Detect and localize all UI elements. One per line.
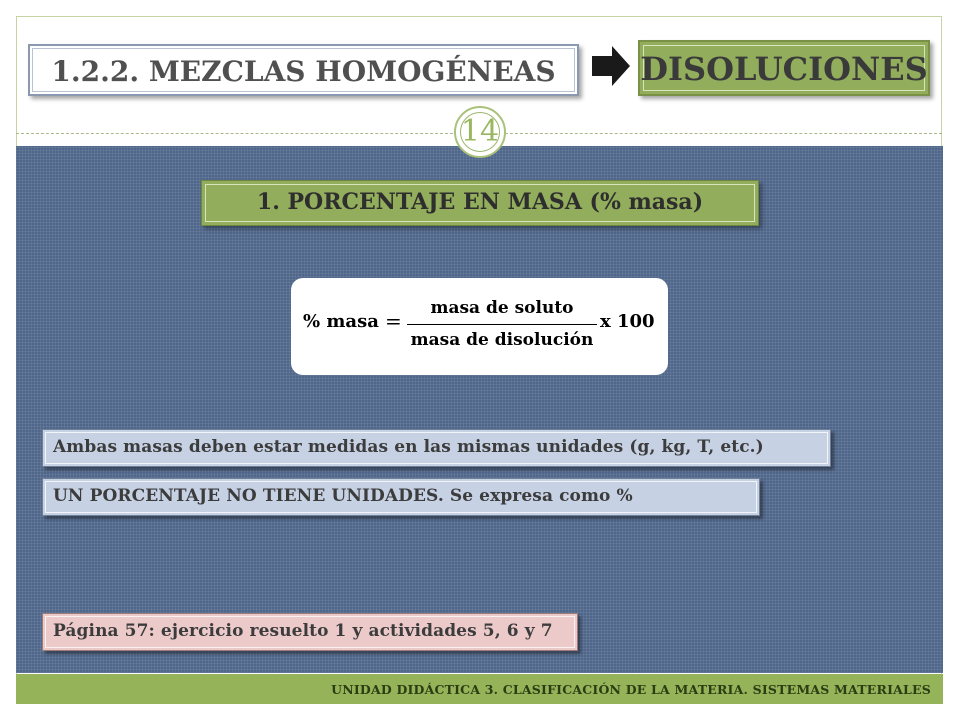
disoluciones-label: DISOLUCIONES — [640, 50, 928, 88]
formula-denominator: masa de disolución — [410, 330, 594, 350]
exercise-note-text: Página 57: ejercicio resuelto 1 y actividades 5, 6 y 7 — [53, 621, 553, 641]
title-box — [28, 44, 579, 96]
units-note — [42, 429, 831, 467]
percent-note-text: UN PORCENTAJE NO TIENE UNIDADES. Se expresa como % — [53, 486, 633, 506]
formula-equals: = — [385, 309, 402, 333]
page-title: 1.2.2. MEZCLAS HOMOGÉNEAS — [51, 55, 556, 88]
percent-note — [42, 478, 760, 516]
page-number-badge — [454, 106, 506, 158]
exercise-note — [42, 613, 578, 651]
footer-text: UNIDAD DIDÁCTICA 3. CLASIFICACIÓN DE LA MATERIA. SISTEMAS MATERIALES — [331, 682, 931, 697]
section-heading-box — [201, 180, 759, 226]
section-heading: 1. PORCENTAJE EN MASA (% masa) — [256, 189, 704, 215]
formula-multiplier: x 100 — [600, 311, 655, 332]
disoluciones-box — [638, 40, 930, 96]
right-arrow-icon — [590, 44, 632, 88]
footer-bar — [16, 674, 943, 704]
units-note-text: Ambas masas deben estar medidas en las mismas unidades (g, kg, T, etc.) — [53, 437, 764, 457]
formula-lhs: % masa — [303, 311, 379, 332]
fraction-bar — [407, 324, 597, 325]
page-number: 14 — [460, 114, 500, 149]
formula-box — [291, 278, 668, 375]
formula-numerator: masa de soluto — [430, 298, 574, 318]
